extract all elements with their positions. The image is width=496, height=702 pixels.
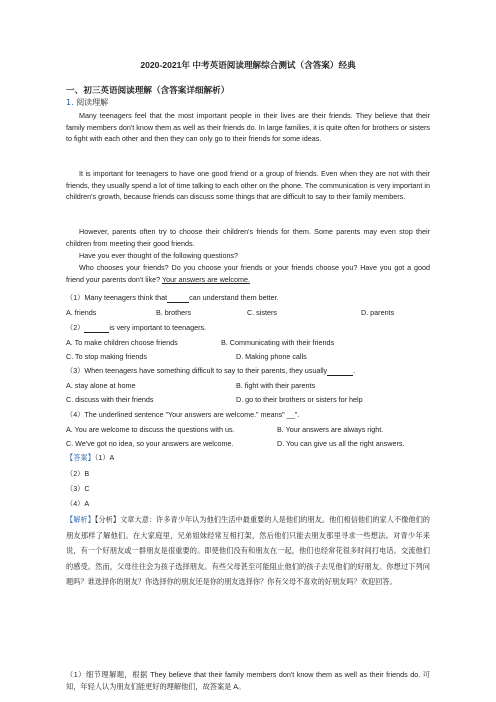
passage-paragraph-1: Many teenagers feel that the most important people in their lives are their friends. They believe that their family members don't know them as well as their friends do. In large families, it is quite often for brothers or sisters to fight with each other and then they can only go to their friends for some ideas.	[66, 111, 430, 144]
passage-paragraph-2: It is important for teenagers to have one good friend or a group of friends. Even when they are not with their friends, they usually spend a lot of time talking to each other on the phone. The communication is very important in children's growth, because friends can discuss some things that are difficult to say to their family members.	[66, 169, 430, 202]
question-4-option-a: A. You are welcome to discuss the questions with us.	[66, 425, 235, 434]
answer-blank	[327, 366, 356, 376]
detail-explanation: （1）细节理解题，根据 They believe that their family members don't know them as well as their friends do. 可知，年轻人认为朋友们能更好的理解他们，故答案是 A。	[66, 670, 430, 691]
question-header	[66, 97, 108, 108]
answer-blank	[167, 294, 189, 303]
question-3-option-c: C. discuss with their friends	[66, 395, 154, 404]
question-1-option-a: A. friends	[66, 308, 97, 317]
underlined-sentence: Your answers are welcome.	[161, 274, 250, 284]
question-4-option-d: D. You can give us all the right answers.	[277, 439, 405, 448]
question-1-option-b: B. brothers	[156, 308, 192, 317]
question-4-option-b: B. Your answers are always right.	[277, 425, 384, 434]
section-heading: 一、初三英语阅读理解（含答案详细解析）	[66, 86, 230, 96]
analysis-tag: 【解析】	[66, 515, 95, 524]
question-1-option-c: C. sisters	[247, 308, 277, 317]
question-1-option-d: D. parents	[361, 308, 395, 317]
question-number: 1.	[66, 98, 74, 107]
question-4-stem: （4）The underlined sentence "Your answers are welcome." means" __".	[66, 410, 300, 419]
answer-4: （4）A	[66, 499, 90, 508]
question-4-option-c: C. We've got no idea, so your answers are welcome.	[66, 439, 234, 448]
question-3-prefix: （3）When teenagers have something difficult to say to their parents, they usually	[66, 366, 328, 375]
passage-paragraph-4: Have you ever thought of the following questions?	[79, 251, 239, 260]
question-2-option-a: A. To make children choose friends	[66, 338, 178, 347]
question-3-suffix: .	[353, 366, 356, 375]
question-1-suffix: can understand them better.	[189, 293, 279, 302]
question-2-option-c: C. To stop making friends	[66, 352, 147, 361]
answer-1: （1）A	[94, 453, 115, 462]
document-title: 2020-2021年 中考英语阅读理解综合测试（含答案）经典	[140, 60, 356, 70]
answer-line-1	[66, 453, 114, 463]
question-2-option-d: D. Making phone calls	[236, 352, 307, 361]
question-3-option-d: D. go to their brothers or sisters for help	[236, 395, 363, 404]
answer-blank	[84, 324, 109, 333]
question-1-prefix: （1）Many teenagers think that	[66, 293, 168, 302]
question-2-suffix: is very important to teenagers.	[109, 323, 207, 332]
analysis-text: 【分析】文章大意：许多青少年认为他们生活中最重要的人是他们的朋友。他们相信他们的家人不像他们的朋友那样了解他们。在大家庭里，兄弟姐妹经常互相打架，然后他们只能去朋友那里寻求一些想法。对青少年来说，有一个好朋友或一群朋友是很重要的。即使他们没有和朋友在一起，他们也经常花很多时间打电话。交流他们的感受。然而，父母往往会为孩子选择朋友。有些父母甚至可能阻止他们的孩子去见他们的好朋友。你想过下列问题吗？谁选择你的朋友？你选择你的朋友还是你的朋友选择你？你有父母不喜欢的好朋友吗？欢迎回答。	[66, 515, 430, 586]
analysis-block	[66, 512, 430, 590]
question-type: 阅读理解	[76, 98, 109, 107]
question-3-stem	[66, 366, 355, 376]
passage-paragraph-5	[66, 262, 430, 285]
question-1-stem	[66, 293, 279, 303]
answer-tag: 【答案】	[66, 453, 95, 462]
answer-2: （2）B	[66, 469, 90, 478]
passage-text: Who chooses your friends? Do you choose your friends or your friends choose you? Have you got a good friend your parents don't like?	[66, 263, 430, 284]
question-3-option-a: A. stay alone at home	[66, 381, 136, 390]
question-3-option-b: B. fight with their parents	[236, 381, 316, 390]
passage-paragraph-3: However, parents often try to choose their children's friends for them. Some parents may even stop their children from meeting their good friends.	[66, 227, 430, 248]
answer-3: （3）C	[66, 484, 90, 493]
question-2-option-b: B. Communicating with their friends	[221, 338, 335, 347]
question-2-prefix: （2）	[66, 323, 85, 332]
question-2-stem	[66, 323, 206, 333]
